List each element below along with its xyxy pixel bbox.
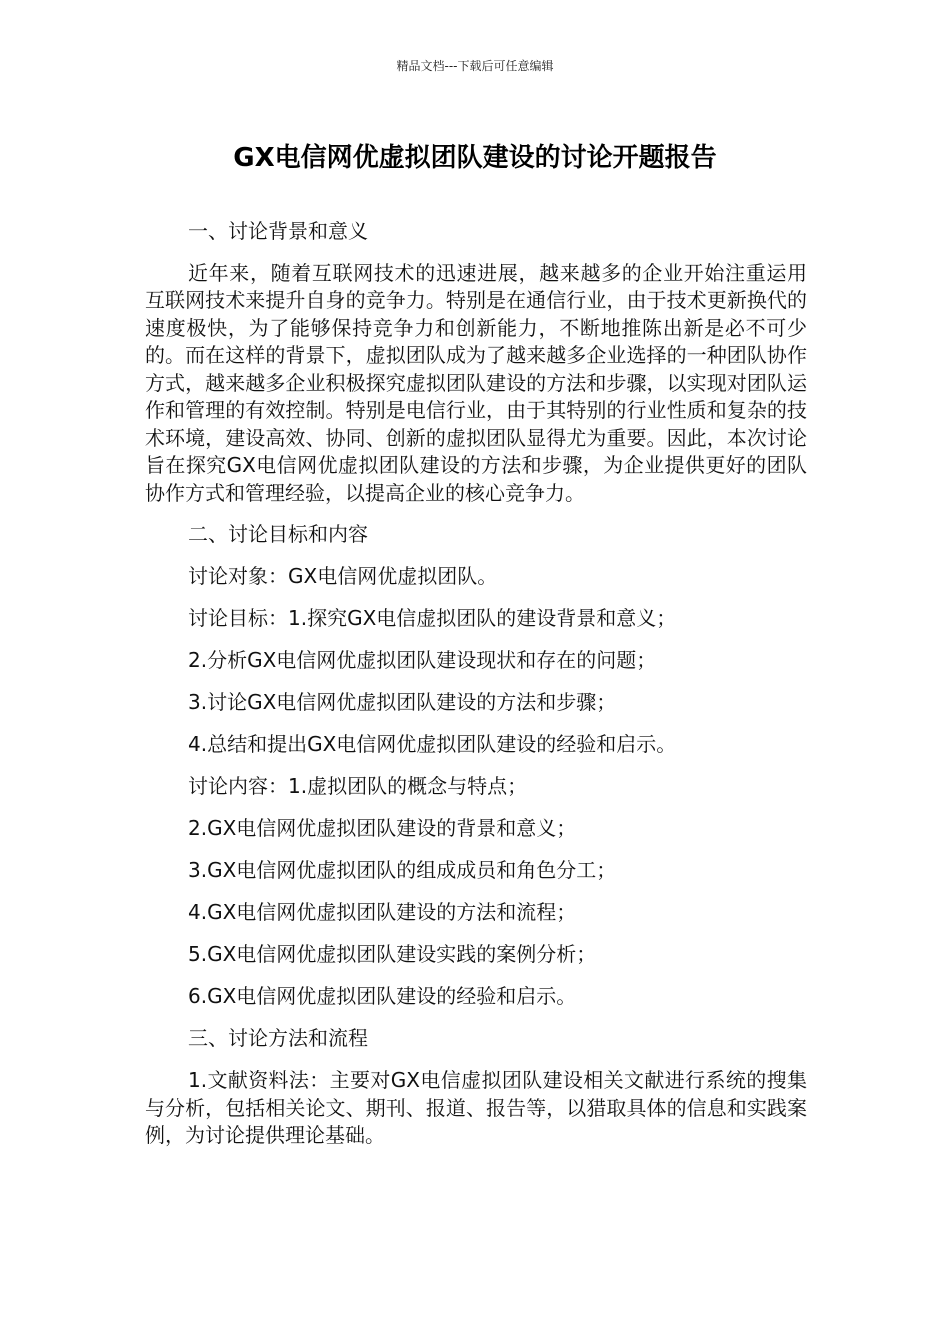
method-paragraph: 1.文献资料法：主要对GX电信虚拟团队建设相关文献进行系统的搜集与分析，包括相关论文、期刊、报道、报告等，以猎取具体的信息和实践案例，为讨论提供理论基础。	[145, 1068, 807, 1147]
page-header-watermark: 精品文档---下载后可任意编辑	[396, 59, 554, 73]
section-heading-background: 一、讨论背景和意义	[188, 219, 368, 243]
goal-item: 4.总结和提出GX电信网优虚拟团队建设的经验和启示。	[188, 732, 677, 756]
content-item: 3.GX电信网优虚拟团队的组成成员和角色分工；	[188, 858, 617, 882]
document-body	[145, 218, 807, 1150]
goal-item: 2.分析GX电信网优虚拟团队建设现状和存在的问题；	[188, 648, 657, 672]
content-item: 讨论内容：1.虚拟团队的概念与特点；	[188, 774, 528, 798]
section-heading-methods: 三、讨论方法和流程	[188, 1026, 368, 1050]
section-heading-objectives: 二、讨论目标和内容	[188, 522, 368, 546]
goal-item: 3.讨论GX电信网优虚拟团队建设的方法和步骤；	[188, 690, 617, 714]
research-object: 讨论对象：GX电信网优虚拟团队。	[188, 564, 498, 588]
content-item: 5.GX电信网优虚拟团队建设实践的案例分析；	[188, 942, 597, 966]
content-item: 4.GX电信网优虚拟团队建设的方法和流程；	[188, 900, 577, 924]
document-title: GX电信网优虚拟团队建设的讨论开题报告	[233, 143, 717, 173]
content-item: 6.GX电信网优虚拟团队建设的经验和启示。	[188, 984, 577, 1008]
goal-item: 讨论目标：1.探究GX电信虚拟团队的建设背景和意义；	[188, 606, 677, 630]
content-item: 2.GX电信网优虚拟团队建设的背景和意义；	[188, 816, 577, 840]
background-paragraph: 近年来，随着互联网技术的迅速进展，越来越多的企业开始注重运用互联网技术来提升自身的竞争力。特别是在通信行业，由于技术更新换代的速度极快，为了能够保持竞争力和创新能力，不断地推陈出新是必不可少的。而在这样的背景下，虚拟团队成为了越来越多企业选择的一种团队协作方式，越来越多企业积极探究虚拟团队建设的方法和步骤，以实现对团队运作和管理的有效控制。特别是电信行业，由于其特别的行业性质和复杂的技术环境，建设高效、协同、创新的虚拟团队显得尤为重要。因此，本次讨论旨在探究GX电信网优虚拟团队建设的方法和步骤，为企业提供更好的团队协作方式和管理经验，以提高企业的核心竞争力。	[145, 260, 807, 505]
